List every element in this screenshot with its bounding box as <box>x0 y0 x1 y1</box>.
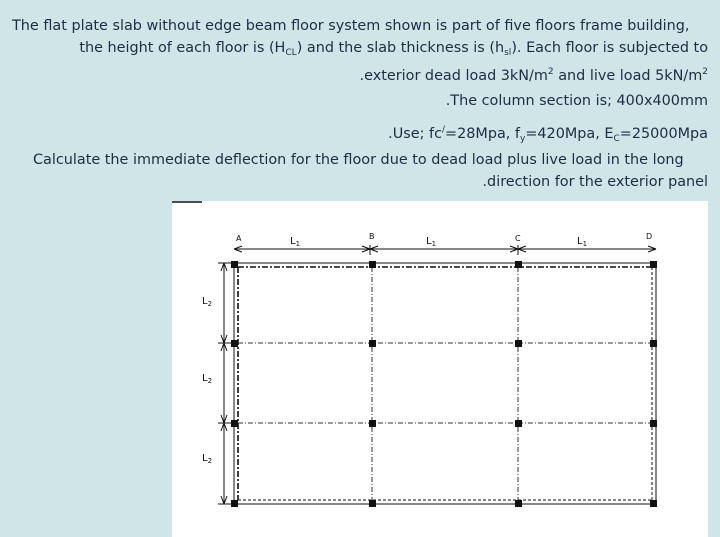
slab-outline <box>234 263 656 504</box>
subscript: CL <box>285 48 297 58</box>
text-segment: ). Each floor is subjected to <box>511 40 708 56</box>
column-d4 <box>650 500 657 507</box>
superscript: / <box>442 125 446 135</box>
text-segment: =28Mpa, f <box>445 126 521 142</box>
column-b4 <box>369 500 376 507</box>
span-label-l2-bottom: $L_2$ <box>202 453 213 465</box>
column-label-b: B <box>369 232 375 241</box>
span-label-l1-cd: $L_1$ <box>577 236 588 248</box>
column-b3 <box>369 420 376 427</box>
column-b2 <box>369 340 376 347</box>
span-label-l1-ab: $L_1$ <box>290 236 301 248</box>
column-c3 <box>515 420 522 427</box>
column-b1 <box>369 261 376 268</box>
column-label-d: D <box>646 232 653 241</box>
slab-plan-figure <box>172 201 708 537</box>
vertical-dimension-line <box>218 263 232 504</box>
column-a3 <box>231 420 238 427</box>
column-c1 <box>515 261 522 268</box>
problem-line-1: The flat plate slab without edge beam floor system shown is part of five floors frame building, <box>12 18 690 34</box>
column-d1 <box>650 261 657 268</box>
column-c2 <box>515 340 522 347</box>
text-segment: ) and the slab thickness is (h <box>296 40 505 56</box>
text-segment: .exterior dead load 3kN/m <box>359 68 548 84</box>
column-a4 <box>231 500 238 507</box>
problem-line-4: .The column section is; 400x400mm <box>445 93 708 109</box>
subscript: y <box>520 134 526 144</box>
subscript: C <box>613 134 620 144</box>
column-a2 <box>231 340 238 347</box>
span-label-l1-bc: $L_1$ <box>426 236 437 248</box>
text-segment: the height of each floor is (H <box>79 40 286 56</box>
span-label-l2-middle: $L_2$ <box>202 373 213 385</box>
column-d2 <box>650 340 657 347</box>
column-label-a: A <box>236 234 242 243</box>
problem-line-2 <box>79 38 708 63</box>
grid-lines <box>238 267 652 500</box>
span-label-l2-top: $L_2$ <box>202 296 213 308</box>
subscript: sl <box>504 48 512 58</box>
column-label-c: C <box>515 234 521 243</box>
text-segment: =25000Mpa <box>619 126 708 142</box>
column-a1 <box>231 261 238 268</box>
problem-line-6: Calculate the immediate deflection for the floor due to dead load plus live load in the long <box>33 152 684 168</box>
column-d3 <box>650 420 657 427</box>
text-segment: =420Mpa, E <box>525 126 614 142</box>
text-segment: .Use; fc <box>388 126 442 142</box>
column-c4 <box>515 500 522 507</box>
slab-plan-drawing <box>172 201 708 537</box>
superscript: 2 <box>702 67 708 77</box>
columns <box>231 261 657 507</box>
problem-line-5 <box>388 120 708 149</box>
problem-line-7: .direction for the exterior panel <box>482 174 708 190</box>
text-segment: and live load 5kN/m <box>553 68 703 84</box>
problem-line-3 <box>360 62 708 86</box>
superscript: 2 <box>547 67 554 77</box>
